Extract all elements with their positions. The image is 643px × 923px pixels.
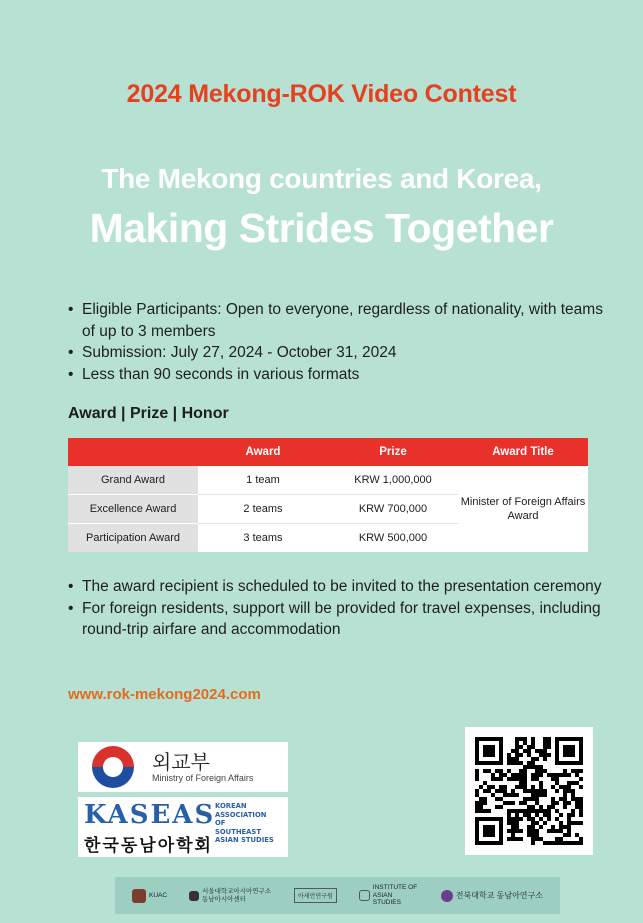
headline-line2: Making Strides Together (89, 205, 554, 251)
qr-code-icon[interactable] (465, 727, 593, 855)
kaseas-english-name: KOREAN ASSOCIATION OF SOUTHEAST ASIAN STUDIES (215, 802, 274, 845)
award-teams: 1 team (198, 466, 328, 495)
qr-code-graphic (475, 737, 583, 845)
mofa-english-name: Ministry of Foreign Affairs (152, 773, 254, 783)
notes-list (68, 576, 608, 641)
info-text: Less than 90 seconds in various formats (82, 365, 360, 383)
info-item-submission (68, 342, 608, 364)
info-text: Eligible Participants: Open to everyone, regardless of nationality, with teams of up to 3 members (82, 301, 603, 340)
header-cell-prize: Prize (328, 438, 458, 466)
award-category: Grand Award (68, 466, 198, 495)
table-row (68, 466, 588, 495)
bullet-dot: • (68, 578, 74, 595)
award-category: Excellence Award (68, 495, 198, 524)
header-cell-blank (68, 438, 198, 466)
partner-logo (441, 890, 543, 902)
bullet-dot: • (68, 599, 74, 617)
jbnu-emblem-icon (441, 890, 453, 902)
partner-logo (359, 884, 419, 907)
header-cell-award: Award (198, 438, 328, 466)
info-text: Submission: July 27, 2024 - October 31, 2024 (82, 344, 397, 361)
partner-logos-strip (115, 877, 560, 914)
note-item-ceremony (68, 576, 608, 598)
partner-label: 아세안연구원 (294, 888, 337, 903)
info-item-length (68, 364, 608, 386)
award-prize: KRW 700,000 (328, 495, 458, 524)
awards-heading: Award | Prize | Honor (68, 405, 229, 422)
note-text: For foreign residents, support will be provided for travel expenses, including round-trip airfare and accommodation (82, 599, 601, 638)
kaseas-korean-name: 한국동남아학회 (84, 836, 213, 855)
kaseas-logo (78, 797, 288, 857)
mofa-logo (78, 742, 288, 792)
note-text: The award recipient is scheduled to be invited to the presentation ceremony (82, 578, 602, 595)
award-teams: 3 teams (243, 532, 283, 544)
partner-label: INSTITUTE OF ASIAN STUDIES (372, 884, 418, 907)
partner-label: 전북대학교 동남아연구소 (455, 890, 543, 900)
kaseas-wordmark: KASEAS (84, 800, 216, 830)
website-link[interactable]: www.rok-mekong2024.com (68, 686, 261, 703)
mofa-korean-name: 외교부 (152, 752, 210, 774)
snu-asia-center-icon (189, 891, 199, 901)
note-item-travel (68, 598, 608, 641)
bullet-dot: • (68, 365, 74, 383)
kuac-emblem-icon (132, 889, 146, 903)
award-prize: KRW 500,000 (358, 532, 428, 544)
info-item-eligibility (68, 299, 608, 342)
taegeuk-emblem-icon (92, 746, 134, 788)
partner-label: KUAC (148, 891, 168, 899)
award-teams: 2 teams (198, 495, 328, 524)
bullet-dot: • (68, 344, 74, 361)
info-list (68, 299, 608, 385)
partner-logo (189, 888, 272, 903)
partner-logo (294, 888, 337, 903)
awards-table (68, 438, 588, 552)
awards-table-header (68, 438, 588, 466)
award-prize: KRW 1,000,000 (328, 466, 458, 495)
partner-label: 서울대학교아시아연구소 동남아시아센터 (202, 888, 272, 903)
headline-line1: The Mekong countries and Korea, (101, 163, 542, 194)
header-cell-award-title: Award Title (458, 438, 588, 466)
bullet-dot: • (68, 301, 74, 318)
award-title: Minister of Foreign Affairs Award (460, 496, 586, 522)
partner-logo (132, 889, 167, 903)
ias-emblem-icon (359, 890, 370, 901)
award-category: Participation Award (68, 524, 198, 553)
contest-title: 2024 Mekong-ROK Video Contest (126, 80, 517, 108)
